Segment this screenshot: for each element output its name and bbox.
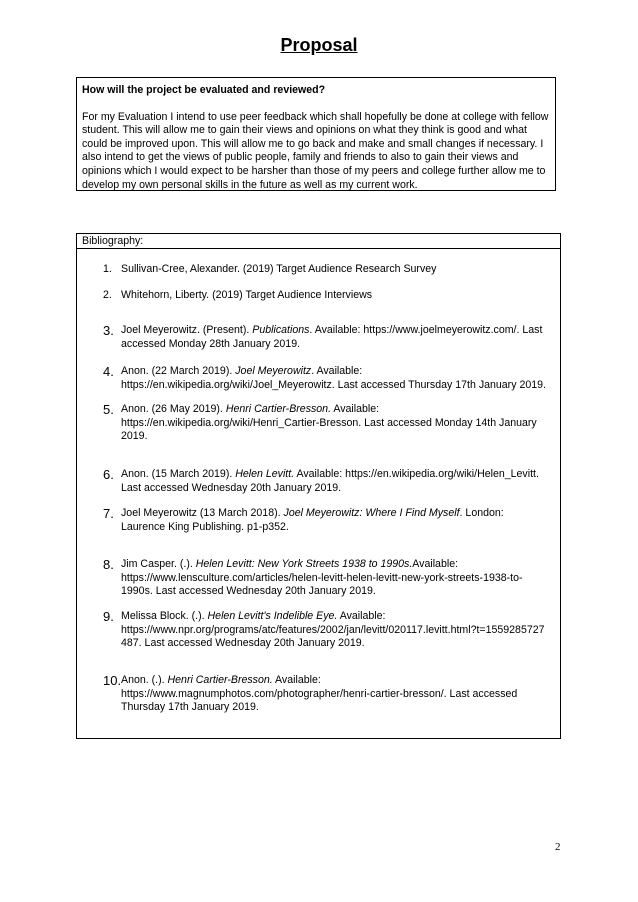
evaluation-question: How will the project be evaluated and reviewed? (82, 84, 326, 96)
entry-text: Anon. (26 May 2019). Henri Cartier-Bresson. Available: https://en.wikipedia.org/wiki/Henri_Cartier-Bresson. Last accessed Monday 14th January 2019. (121, 403, 537, 443)
entry-text: Whitehorn, Liberty. (2019) Target Audience Interviews (121, 289, 373, 301)
bibliography-entry (77, 558, 560, 599)
entry-text: Anon. (15 March 2019). Helen Levitt. Available: https://en.wikipedia.org/wiki/Helen_Levitt. Last accessed Wednesday 20th January 2019. (121, 468, 539, 494)
entry-number: 4. (103, 364, 114, 379)
entry-number: 5. (103, 402, 114, 417)
entry-number: 6. (103, 467, 114, 482)
evaluation-box (76, 77, 556, 191)
bibliography-entry (77, 289, 560, 303)
bibliography-entry (77, 365, 560, 392)
evaluation-body: For my Evaluation I intend to use peer feedback which shall hopefully be done at college with fellow student. This will allow me to gain their views and opinions on what they think is good and what could be improved upon. This will allow me to go back and make and small changes if necessary. I also intend to get the views of public people, family and friends to also to gain their views and opinions which I would expect to be harsher than those of my peers and college further allow me to develop my own personal skills in the future as well as my current work. (82, 110, 549, 191)
entry-number: 7. (103, 506, 114, 521)
page-number: 2 (555, 841, 561, 853)
entry-text: Jim Casper. (.). Helen Levitt: New York Streets 1938 to 1990s.Available: https://www.lensculture.com/articles/helen-levitt-helen-levitt-new-york-streets-1938-to-1990s. Last accessed Wednesday 20th January 2019. (121, 558, 523, 598)
entry-number: 10. (103, 673, 122, 688)
page-title: Proposal (280, 35, 358, 55)
bibliography-heading: Bibliography: (77, 234, 560, 249)
entry-number: 1. (103, 263, 112, 275)
entry-text: Joel Meyerowitz (13 March 2018). Joel Meyerowitz: Where I Find Myself. London: Laurence King Publishing. p1-p352. (121, 507, 504, 533)
bibliography-entry (77, 610, 560, 651)
entry-text: Anon. (.). Henri Cartier-Bresson. Available: https://www.magnumphotos.com/photographer/henri-cartier-bresson/. Last accessed Thursday 17th January 2019. (121, 674, 518, 714)
bibliography-entry (77, 507, 560, 534)
entry-text: Melissa Block. (.). Helen Levitt's Indelible Eye. Available: https://www.npr.org/programs/atc/features/2002/jan/levitt/020117.levitt.html?t=1559285727 487. Last accessed Wednesday 20th January 2019. (121, 610, 545, 650)
bibliography-entry (77, 263, 560, 277)
bibliography-box (76, 233, 561, 739)
entry-number: 3. (103, 323, 114, 338)
entry-text: Anon. (22 March 2019). Joel Meyerowitz. Available: https://en.wikipedia.org/wiki/Joel_Meyerowitz. Last accessed Thursday 17th January 2019. (121, 365, 546, 391)
entry-text: Sullivan-Cree, Alexander. (2019) Target Audience Research Survey (121, 263, 437, 275)
entry-number: 8. (103, 557, 114, 572)
bibliography-entry (77, 468, 560, 495)
entry-number: 2. (103, 289, 112, 301)
entry-text: Joel Meyerowitz. (Present). Publications. Available: https://www.joelmeyerowitz.com/. Last accessed Monday 28th January 2019. (121, 324, 543, 350)
entry-number: 9. (103, 609, 114, 624)
bibliography-entry (77, 674, 560, 715)
bibliography-entry (77, 324, 560, 351)
bibliography-entry (77, 403, 560, 444)
